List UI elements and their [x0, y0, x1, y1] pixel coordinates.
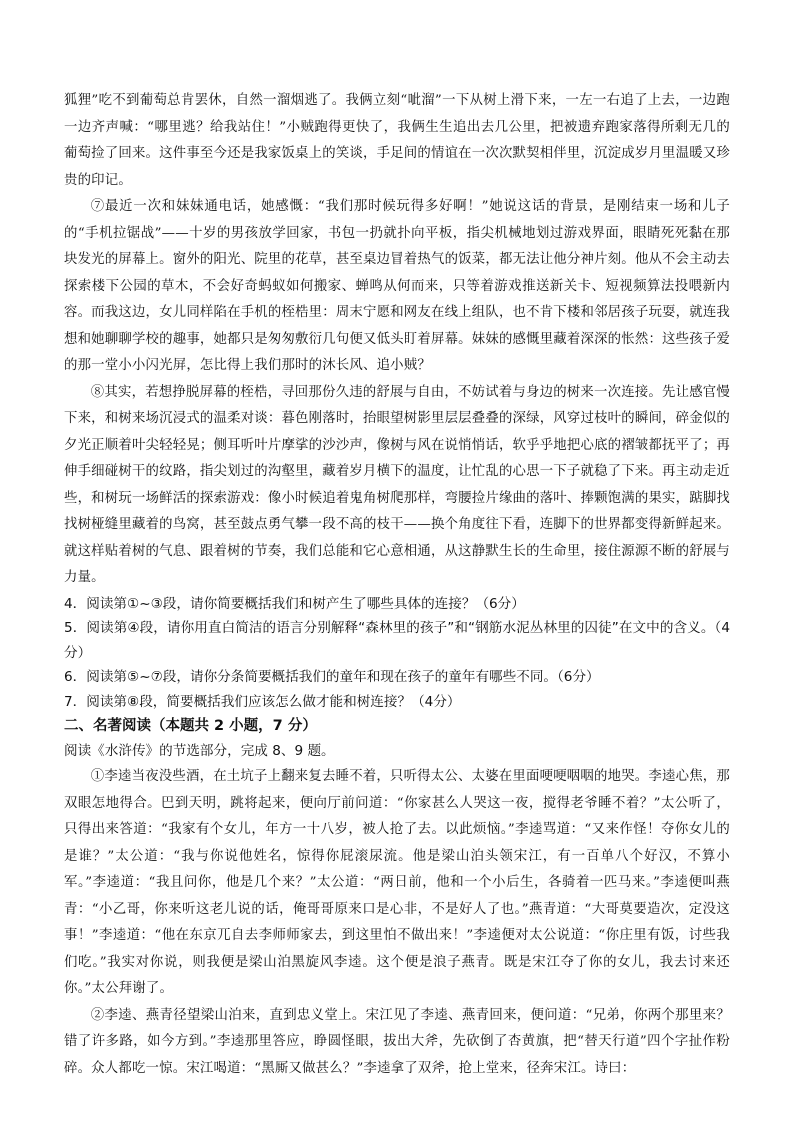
passage-paragraph-8: ⑧其实，若想挣脱屏幕的桎梏，寻回那份久违的舒展与自由，不妨试着与身边的树来一次连接。先让感官慢下来，和树来场沉浸式的温柔对谈：暮色刚落时，抬眼望树影里层层叠叠的深绿，风穿过枝叶的瞬间，碎金似的夕光正顺着叶尖轻轻晃；侧耳听叶片摩挲的沙沙声，像树与风在说悄悄话，软乎乎地把心底的褶皱都抚平了；再伸手细碰树干的纹路，指尖划过的沟壑里，藏着岁月横下的温度，让忙乱的心思一下子就稳了下来。再主动走近些，和树玩一场鲜活的探索游戏：像小时候追着鬼角树爬那样，弯腰捡片缘曲的落叶、捧颗饱满的果实，踮脚找找树桠缝里藏着的鸟窝，甚至鼓点勇气攀一段不高的枝干——换个角度往下看，连脚下的世界都变得新鲜起来。就这样贴着树的气息、跟着树的节奏，我们总能和它心意相通，从这静默生长的生命里，接住源源不断的舒展与力量。	[64, 384, 730, 585]
question-6: 6．阅读第⑤~⑦段，请你分条简要概括我们的童年和现在孩子的童年有哪些不同。（6分）	[64, 669, 600, 685]
question-7: 7．阅读第⑧段，简要概括我们应该怎么做才能和树连接？（4分）	[64, 693, 461, 710]
question-4: 4．阅读第①~③段，请你简要概括我们和树产生了哪些具体的连接？（6分）	[64, 595, 525, 612]
passage-paragraph-continued: 狐狸”吃不到葡萄总肯罢休，自然一溜烟逃了。我俩立刻“呲溜”一下从树上滑下来，一左一右追了上去，一边跑一边齐声喊：“哪里逃？给我站住！”小贼跑得更快了，我俩生生追出去几公里，把被遗弃跑家落得所剩无几的葡萄捡了回来。这件事至今还是我家饭桌上的笑谈，手足间的情谊在一次次默契相伴里，沉淀成岁月里温暖又珍贵的印记。	[64, 93, 730, 188]
excerpt-paragraph-1: ①李逵当夜没些酒，在土坑子上翻来复去睡不着，只听得太公、太婆在里面哽哽咽咽的地哭。李逵心焦，那双眼怎地得合。巴到天明，跳将起来，便向厅前问道：“你家甚么人哭这一夜，搅得老爷睡不着？”太公听了，只得出来答道：“我家有个女儿，年方一十八岁，被人抢了去。以此烦恼。”李逵骂道：“又来作怪！夺你女儿的是谁？”太公道：“我与你说他姓名，惊得你屁滚尿流。他是梁山泊头领宋江，有一百单八个好汉，不算小军。”李逵道：“我且问你，他是几个来？”太公道：“两日前，他和一个小后生，各骑着一匹马来。”李逵便叫燕青：“小乙哥，你来听这老儿说的话，俺哥哥原来口是心非，不是好人了也。”燕青道：“大哥莫要造次，定没这事！”李逵道：“他在东京兀自去李师师家去，到这里怕不做出来！”李逵便对太公说道：“你庄里有饭，讨些我们吃。”我实对你说，则我便是梁山泊黑旋风李逵。这个便是浪子燕青。既是宋江夺了你的女儿，我去讨来还你。”太公拜谢了。	[64, 769, 730, 996]
question-5: 5．阅读第④段，请你用直白简洁的语言分别解释“森林里的孩子”和“钢筋水泥丛林里的囚徒”在文中的含义。（4分）	[64, 620, 730, 661]
excerpt-paragraph-2: ②李逵、燕青径望梁山泊来，直到忠义堂上。宋江见了李逵、燕青回来，便问道：“兄弟，你两个那里来？错了许多路，如今方到。”李逵那里答应，睁圆怪眼，拔出大斧，先砍倒了杏黄旗，把“替天行道”四个字扯作粉碎。众人都吃一惊。宋江喝道：“黑厮又做甚么？”李逵拿了双斧，抢上堂来，径奔宋江。诗曰：	[64, 1007, 730, 1076]
passage-paragraph-7: ⑦最近一次和妹妹通电话，她感慨：“我们那时候玩得多好啊！”她说这话的背景，是刚结束一场和儿子的“手机拉锯战”——十岁的男孩放学回家，书包一扔就扑向平板，指尖机械地划过游戏界面，眼睛死死黏在那块发光的屏幕上。窗外的阳光、院里的花草，甚至桌边冒着热气的饭菜，都无法让他分神片刻。他从不会主动去探索楼下公园的草木，不会好奇蚂蚁如何搬家、蝉鸣从何而来，只等着游戏推送新关卡、短视频算法投喂新内容。而我这边，女儿同样陷在手机的桎梏里：周末宁愿和网友在线上组队，也不肯下楼和邻居孩子玩耍，就连我想和她聊聊学校的趣事，她都只是匆匆敷衍几句便又低头盯着屏幕。妹妹的感慨里藏着深深的怅然：这些孩子爱的那一堂小小闪光屏，怎比得上我们那时的沐长风、追小贼？	[64, 199, 730, 373]
section-heading: 二、名著阅读（本题共 2 小题，7 分）	[64, 718, 317, 734]
section-intro: 阅读《水浒传》的节选部分，完成 8、9 题。	[64, 743, 335, 759]
